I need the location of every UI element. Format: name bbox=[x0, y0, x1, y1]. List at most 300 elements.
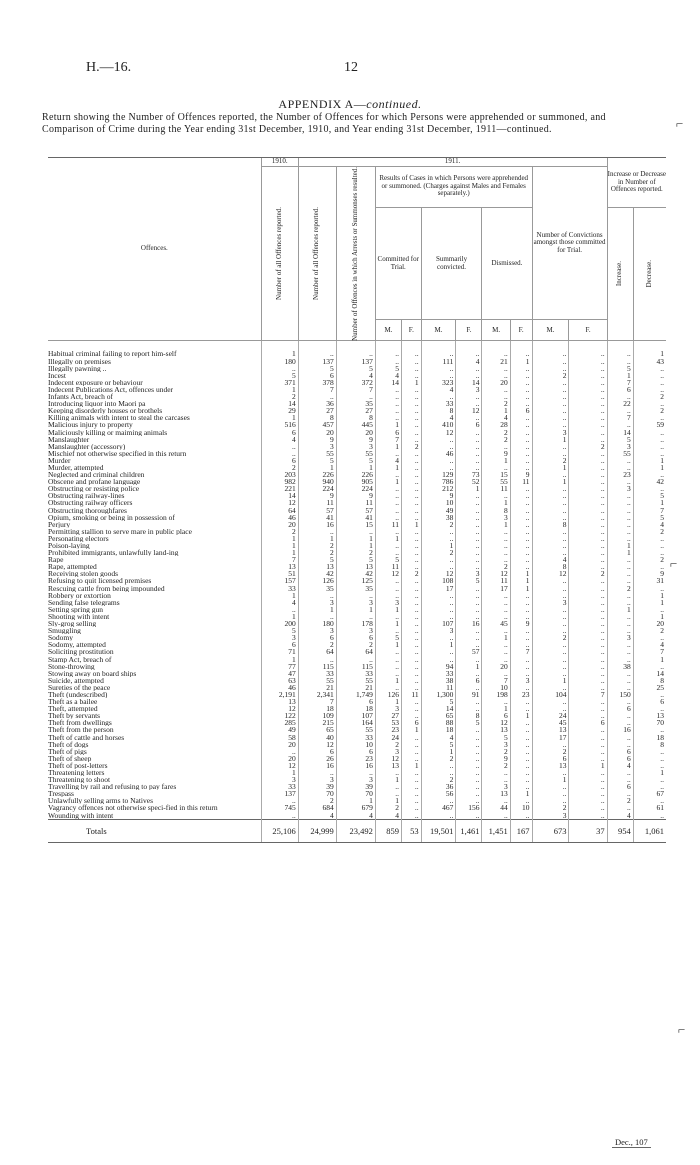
table-cell: .. bbox=[633, 755, 666, 762]
table-cell: 16 bbox=[607, 726, 633, 733]
table-cell: 10 bbox=[482, 684, 510, 691]
table-cell: .. bbox=[456, 563, 482, 570]
table-cell: .. bbox=[607, 677, 633, 684]
table-cell: .. bbox=[532, 797, 569, 804]
table-cell: 57 bbox=[336, 507, 375, 514]
table-cell: 20 bbox=[633, 620, 666, 627]
table-cell: .. bbox=[569, 429, 607, 436]
table-cell: 20 bbox=[336, 429, 375, 436]
table-cell: 516 bbox=[261, 421, 298, 428]
table-cell: .. bbox=[456, 599, 482, 606]
offence-name bbox=[48, 358, 261, 365]
table-cell: .. bbox=[456, 429, 482, 436]
table-cell: .. bbox=[532, 365, 569, 372]
table-cell: .. bbox=[569, 712, 607, 719]
table-cell: 12 bbox=[456, 407, 482, 414]
table-row bbox=[48, 563, 666, 570]
table-cell: 36 bbox=[421, 783, 456, 790]
table-cell: 4 bbox=[336, 812, 375, 820]
table-cell: .. bbox=[456, 585, 482, 592]
table-cell: 1 bbox=[421, 542, 456, 549]
table-cell: 198 bbox=[482, 691, 510, 698]
table-cell: .. bbox=[261, 797, 298, 804]
table-cell: .. bbox=[402, 492, 422, 499]
table-cell: .. bbox=[456, 443, 482, 450]
table-row bbox=[48, 762, 666, 769]
table-cell: 6 bbox=[532, 755, 569, 762]
table-cell: 1 bbox=[532, 478, 569, 485]
table-cell: .. bbox=[532, 507, 569, 514]
table-cell: .. bbox=[298, 613, 336, 620]
appendix-title bbox=[0, 97, 700, 112]
table-cell: 2 bbox=[261, 528, 298, 535]
table-cell: 38 bbox=[421, 514, 456, 521]
table-cell: 13 bbox=[532, 762, 569, 769]
table-cell: 9 bbox=[298, 492, 336, 499]
table-cell: 18 bbox=[633, 734, 666, 741]
table-cell: .. bbox=[456, 627, 482, 634]
table-cell: 372 bbox=[336, 379, 375, 386]
offence-name bbox=[48, 528, 261, 535]
table-cell: 215 bbox=[298, 719, 336, 726]
totals-cell: 1,461 bbox=[456, 819, 482, 842]
table-cell: .. bbox=[532, 528, 569, 535]
table-cell: 1 bbox=[510, 712, 532, 719]
table-cell: 4 bbox=[633, 521, 666, 528]
offence-name bbox=[48, 620, 261, 627]
header-dismissed-f: F. bbox=[510, 320, 532, 341]
header-dismissed-m: M. bbox=[482, 320, 510, 341]
table-cell: .. bbox=[569, 663, 607, 670]
table-cell: .. bbox=[569, 414, 607, 421]
table-cell: 6 bbox=[607, 386, 633, 393]
table-cell: .. bbox=[482, 606, 510, 613]
table-cell: 24 bbox=[375, 734, 401, 741]
table-cell: .. bbox=[375, 592, 401, 599]
table-cell: 2 bbox=[421, 521, 456, 528]
offence-label: Sending false telegrams bbox=[48, 598, 120, 606]
table-cell: .. bbox=[510, 549, 532, 556]
table-row bbox=[48, 748, 666, 755]
table-cell: .. bbox=[532, 350, 569, 357]
offence-label: Theft (undescribed) bbox=[48, 690, 108, 699]
table-cell: 18 bbox=[298, 705, 336, 712]
table-cell: 4 bbox=[421, 414, 456, 421]
table-cell: .. bbox=[375, 627, 401, 634]
table-cell: .. bbox=[607, 499, 633, 506]
table-cell: 5 bbox=[607, 365, 633, 372]
offence-name bbox=[48, 776, 261, 783]
table-cell: 3 bbox=[261, 634, 298, 641]
table-cell: .. bbox=[456, 414, 482, 421]
offence-label: Manslaughter bbox=[48, 435, 90, 443]
table-cell: .. bbox=[532, 407, 569, 414]
offence-name bbox=[48, 549, 261, 556]
table-cell: 55 bbox=[298, 450, 336, 457]
table-cell: 6 bbox=[261, 429, 298, 436]
table-cell: 46 bbox=[261, 514, 298, 521]
table-cell: .. bbox=[298, 393, 336, 400]
table-cell: 1 bbox=[336, 606, 375, 613]
table-cell: .. bbox=[510, 450, 532, 457]
table-cell: .. bbox=[375, 400, 401, 407]
table-cell: 200 bbox=[261, 620, 298, 627]
table-cell: .. bbox=[532, 585, 569, 592]
header-year-1911: 1911. bbox=[298, 158, 607, 167]
table-cell: 1 bbox=[336, 542, 375, 549]
header-increase: Increase. bbox=[615, 261, 624, 287]
table-cell: 5 bbox=[607, 436, 633, 443]
table-cell: 1 bbox=[375, 698, 401, 705]
table-row bbox=[48, 393, 666, 400]
offence-name bbox=[48, 670, 261, 677]
table-cell: .. bbox=[569, 372, 607, 379]
offence-label: Manslaughter (accessory) bbox=[48, 442, 126, 450]
table-cell: .. bbox=[510, 350, 532, 357]
table-cell: .. bbox=[633, 436, 666, 443]
table-row bbox=[48, 641, 666, 648]
table-cell: 16 bbox=[456, 620, 482, 627]
table-cell: 31 bbox=[633, 577, 666, 584]
table-cell: .. bbox=[402, 514, 422, 521]
table-cell: .. bbox=[402, 705, 422, 712]
table-cell: .. bbox=[421, 443, 456, 450]
table-cell: 5 bbox=[261, 627, 298, 634]
offence-label: Mischief not otherwise specified in this return bbox=[48, 449, 187, 457]
offence-label: Soliciting prostitution bbox=[48, 648, 114, 656]
table-cell: .. bbox=[456, 521, 482, 528]
table-cell: 1 bbox=[261, 386, 298, 393]
table-cell: 2 bbox=[336, 641, 375, 648]
table-cell: .. bbox=[569, 542, 607, 549]
table-cell: 1 bbox=[375, 464, 401, 471]
offence-label: Theft of cattle and horses bbox=[48, 733, 125, 741]
table-cell: .. bbox=[402, 790, 422, 797]
offence-label: Indecent Publications Act, offences under bbox=[48, 385, 174, 394]
table-cell: .. bbox=[569, 379, 607, 386]
table-cell: 2 bbox=[375, 741, 401, 748]
table-cell: 27 bbox=[375, 712, 401, 719]
offence-name bbox=[48, 393, 261, 400]
table-cell: .. bbox=[421, 812, 456, 820]
table-cell: 70 bbox=[336, 790, 375, 797]
table-cell: 3 bbox=[375, 599, 401, 606]
offence-label: Theft of dogs bbox=[48, 740, 89, 748]
table-row bbox=[48, 677, 666, 684]
table-cell: .. bbox=[607, 620, 633, 627]
table-cell: .. bbox=[569, 641, 607, 648]
table-cell: 15 bbox=[336, 521, 375, 528]
table-cell: .. bbox=[456, 542, 482, 549]
table-row bbox=[48, 755, 666, 762]
table-cell: .. bbox=[510, 592, 532, 599]
table-cell: .. bbox=[510, 755, 532, 762]
table-cell: .. bbox=[633, 386, 666, 393]
table-cell: 137 bbox=[298, 358, 336, 365]
table-cell: .. bbox=[569, 627, 607, 634]
table-cell: .. bbox=[402, 712, 422, 719]
table-row bbox=[48, 698, 666, 705]
table-cell: 44 bbox=[482, 804, 510, 811]
offence-name bbox=[48, 762, 261, 769]
table-cell: .. bbox=[402, 450, 422, 457]
table-row bbox=[48, 613, 666, 620]
totals-cell: 167 bbox=[510, 819, 532, 842]
table-cell: 1 bbox=[532, 677, 569, 684]
table-cell: .. bbox=[375, 670, 401, 677]
table-cell: 65 bbox=[298, 726, 336, 733]
table-row bbox=[48, 734, 666, 741]
table-cell: 49 bbox=[421, 507, 456, 514]
table-cell: 115 bbox=[336, 663, 375, 670]
table-cell: .. bbox=[456, 797, 482, 804]
offence-name bbox=[48, 648, 261, 655]
table-cell: 1 bbox=[261, 769, 298, 776]
table-cell: .. bbox=[569, 485, 607, 492]
table-cell: .. bbox=[336, 656, 375, 663]
table-cell: .. bbox=[532, 670, 569, 677]
table-cell: 33 bbox=[336, 670, 375, 677]
table-cell: 14 bbox=[375, 379, 401, 386]
table-cell: .. bbox=[402, 464, 422, 471]
table-cell: 3 bbox=[510, 677, 532, 684]
table-cell: .. bbox=[633, 542, 666, 549]
offence-label: Sly-grog selling bbox=[48, 620, 97, 628]
table-cell: .. bbox=[482, 698, 510, 705]
offence-name bbox=[48, 769, 261, 776]
table-cell: 6 bbox=[633, 698, 666, 705]
table-cell: .. bbox=[402, 372, 422, 379]
table-cell: 10 bbox=[336, 741, 375, 748]
header-summarily-f: F. bbox=[456, 320, 482, 341]
table-cell: 9 bbox=[336, 436, 375, 443]
totals-cell: 859 bbox=[375, 819, 401, 842]
table-cell: 1,300 bbox=[421, 691, 456, 698]
offence-name bbox=[48, 691, 261, 698]
table-cell: 111 bbox=[421, 358, 456, 365]
table-cell: 6 bbox=[510, 407, 532, 414]
table-cell: 1 bbox=[261, 414, 298, 421]
table-cell: .. bbox=[456, 790, 482, 797]
table-cell: .. bbox=[510, 443, 532, 450]
table-cell: 11 bbox=[402, 691, 422, 698]
table-cell: 4 bbox=[607, 762, 633, 769]
table-cell: 9 bbox=[421, 492, 456, 499]
header-reported-1910: Number of all Offences reported. bbox=[274, 207, 283, 301]
net-decrease-note: Dec., 107 bbox=[612, 1137, 651, 1148]
table-cell: .. bbox=[510, 776, 532, 783]
header-committed: Committed for Trial. bbox=[375, 207, 421, 320]
table-cell: .. bbox=[607, 507, 633, 514]
page-header-code: H.—16. bbox=[86, 60, 132, 75]
table-cell: 3 bbox=[336, 776, 375, 783]
table-cell: .. bbox=[456, 535, 482, 542]
offence-name bbox=[48, 577, 261, 584]
table-cell: .. bbox=[375, 542, 401, 549]
table-cell: 1,749 bbox=[336, 691, 375, 698]
table-cell: .. bbox=[569, 698, 607, 705]
table-cell: 12 bbox=[532, 570, 569, 577]
table-cell: .. bbox=[456, 457, 482, 464]
table-row bbox=[48, 350, 666, 357]
table-cell: 1 bbox=[532, 436, 569, 443]
table-cell: .. bbox=[510, 386, 532, 393]
table-row bbox=[48, 797, 666, 804]
table-cell: .. bbox=[569, 464, 607, 471]
offence-name bbox=[48, 726, 261, 733]
offence-label: Theft of sheep bbox=[48, 754, 92, 762]
page-number: 12 bbox=[344, 60, 358, 75]
table-cell: 14 bbox=[261, 400, 298, 407]
table-cell: .. bbox=[456, 698, 482, 705]
table-cell: 7 bbox=[569, 691, 607, 698]
table-cell: .. bbox=[607, 407, 633, 414]
offence-label: Obstructing or resisting police bbox=[48, 485, 140, 493]
table-cell: 1 bbox=[607, 549, 633, 556]
offence-name bbox=[48, 499, 261, 506]
table-cell: .. bbox=[607, 804, 633, 811]
table-cell: .. bbox=[482, 599, 510, 606]
table-row bbox=[48, 535, 666, 542]
table-cell: .. bbox=[482, 592, 510, 599]
offence-name bbox=[48, 698, 261, 705]
header-convictions-m: M. bbox=[532, 320, 569, 341]
offence-name bbox=[48, 599, 261, 606]
table-cell: 1 bbox=[298, 535, 336, 542]
table-cell: 5 bbox=[298, 457, 336, 464]
table-cell: 35 bbox=[298, 585, 336, 592]
table-cell: 226 bbox=[336, 471, 375, 478]
table-cell: 2,341 bbox=[298, 691, 336, 698]
table-cell: 13 bbox=[336, 563, 375, 570]
table-cell: .. bbox=[607, 528, 633, 535]
header-arrests: Number of Offences in which Arrests or Summonses resulted. bbox=[351, 166, 360, 341]
table-cell: 64 bbox=[261, 507, 298, 514]
offence-label: Murder, attempted bbox=[48, 463, 104, 472]
margin-mark: ⌐ bbox=[678, 1022, 686, 1037]
offence-label: Vagrancy offences not otherwise speci-fied in this return bbox=[48, 804, 218, 812]
table-cell: .. bbox=[375, 684, 401, 691]
table-row bbox=[48, 656, 666, 663]
offence-name bbox=[48, 705, 261, 712]
table-cell: .. bbox=[375, 350, 401, 357]
table-cell: 11 bbox=[298, 499, 336, 506]
table-cell: 1 bbox=[607, 542, 633, 549]
table-cell: .. bbox=[402, 670, 422, 677]
table-cell: 7 bbox=[298, 698, 336, 705]
table-cell: .. bbox=[510, 783, 532, 790]
table-cell: .. bbox=[569, 492, 607, 499]
table-cell: 53 bbox=[375, 719, 401, 726]
table-cell: .. bbox=[510, 748, 532, 755]
table-cell: 2 bbox=[532, 634, 569, 641]
table-cell: .. bbox=[510, 670, 532, 677]
table-cell: .. bbox=[569, 358, 607, 365]
table-cell: 6 bbox=[336, 634, 375, 641]
table-cell: .. bbox=[510, 436, 532, 443]
offence-name bbox=[48, 429, 261, 436]
table-cell: 17 bbox=[421, 585, 456, 592]
table-cell: .. bbox=[569, 585, 607, 592]
header-results: Results of Cases in which Persons were apprehended or summoned. (Charges against Males and Females separately.) bbox=[375, 166, 532, 207]
table-cell: 2 bbox=[336, 549, 375, 556]
offence-label: Theft as a bailee bbox=[48, 698, 98, 706]
table-cell: 42 bbox=[336, 570, 375, 577]
table-cell: 3 bbox=[298, 776, 336, 783]
table-cell: .. bbox=[510, 684, 532, 691]
table-cell: 55 bbox=[336, 450, 375, 457]
table-cell: 13 bbox=[532, 726, 569, 733]
table-cell: .. bbox=[510, 705, 532, 712]
table-cell: 14 bbox=[607, 429, 633, 436]
table-cell: 6 bbox=[336, 698, 375, 705]
table-row bbox=[48, 556, 666, 563]
table-cell: 8 bbox=[336, 414, 375, 421]
table-cell: 786 bbox=[421, 478, 456, 485]
table-cell: 1 bbox=[261, 549, 298, 556]
offence-label: Habitual criminal failing to report him-self bbox=[48, 350, 177, 358]
table-cell: .. bbox=[375, 783, 401, 790]
table-cell: .. bbox=[456, 762, 482, 769]
header-dismissed: Dismissed. bbox=[482, 207, 532, 320]
table-cell: 108 bbox=[421, 577, 456, 584]
offence-label: Theft by servants bbox=[48, 712, 101, 720]
table-cell: .. bbox=[261, 748, 298, 755]
offence-name bbox=[48, 734, 261, 741]
table-cell: .. bbox=[569, 549, 607, 556]
table-cell: .. bbox=[456, 499, 482, 506]
table-cell: .. bbox=[456, 556, 482, 563]
table-cell: .. bbox=[402, 471, 422, 478]
table-cell: 2 bbox=[482, 436, 510, 443]
table-cell: .. bbox=[607, 790, 633, 797]
offence-name bbox=[48, 606, 261, 613]
table-cell: .. bbox=[456, 436, 482, 443]
offence-name bbox=[48, 436, 261, 443]
table-cell: 8 bbox=[532, 521, 569, 528]
table-row bbox=[48, 436, 666, 443]
table-cell: 1 bbox=[633, 656, 666, 663]
table-cell: .. bbox=[402, 769, 422, 776]
table-cell: 178 bbox=[336, 620, 375, 627]
table-cell: .. bbox=[633, 762, 666, 769]
table-cell: .. bbox=[607, 627, 633, 634]
table-cell: .. bbox=[532, 358, 569, 365]
offence-label: Sureties of the peace bbox=[48, 683, 111, 691]
table-cell: 7 bbox=[482, 677, 510, 684]
table-cell: .. bbox=[607, 613, 633, 620]
table-cell: 2 bbox=[421, 549, 456, 556]
table-cell: 13 bbox=[482, 726, 510, 733]
table-cell: .. bbox=[532, 492, 569, 499]
table-cell: .. bbox=[532, 613, 569, 620]
table-cell: 3 bbox=[482, 741, 510, 748]
table-cell: 23 bbox=[375, 726, 401, 733]
table-cell: 1 bbox=[482, 457, 510, 464]
offence-name bbox=[48, 613, 261, 620]
table-cell: .. bbox=[633, 379, 666, 386]
header-offences: Offences. bbox=[48, 158, 261, 341]
table-cell: .. bbox=[532, 499, 569, 506]
table-cell: .. bbox=[532, 535, 569, 542]
offence-name bbox=[48, 790, 261, 797]
offence-name bbox=[48, 755, 261, 762]
table-cell: 2 bbox=[261, 393, 298, 400]
table-cell: 1 bbox=[375, 606, 401, 613]
table-cell: 33 bbox=[421, 400, 456, 407]
table-cell: .. bbox=[456, 464, 482, 471]
offence-name bbox=[48, 514, 261, 521]
